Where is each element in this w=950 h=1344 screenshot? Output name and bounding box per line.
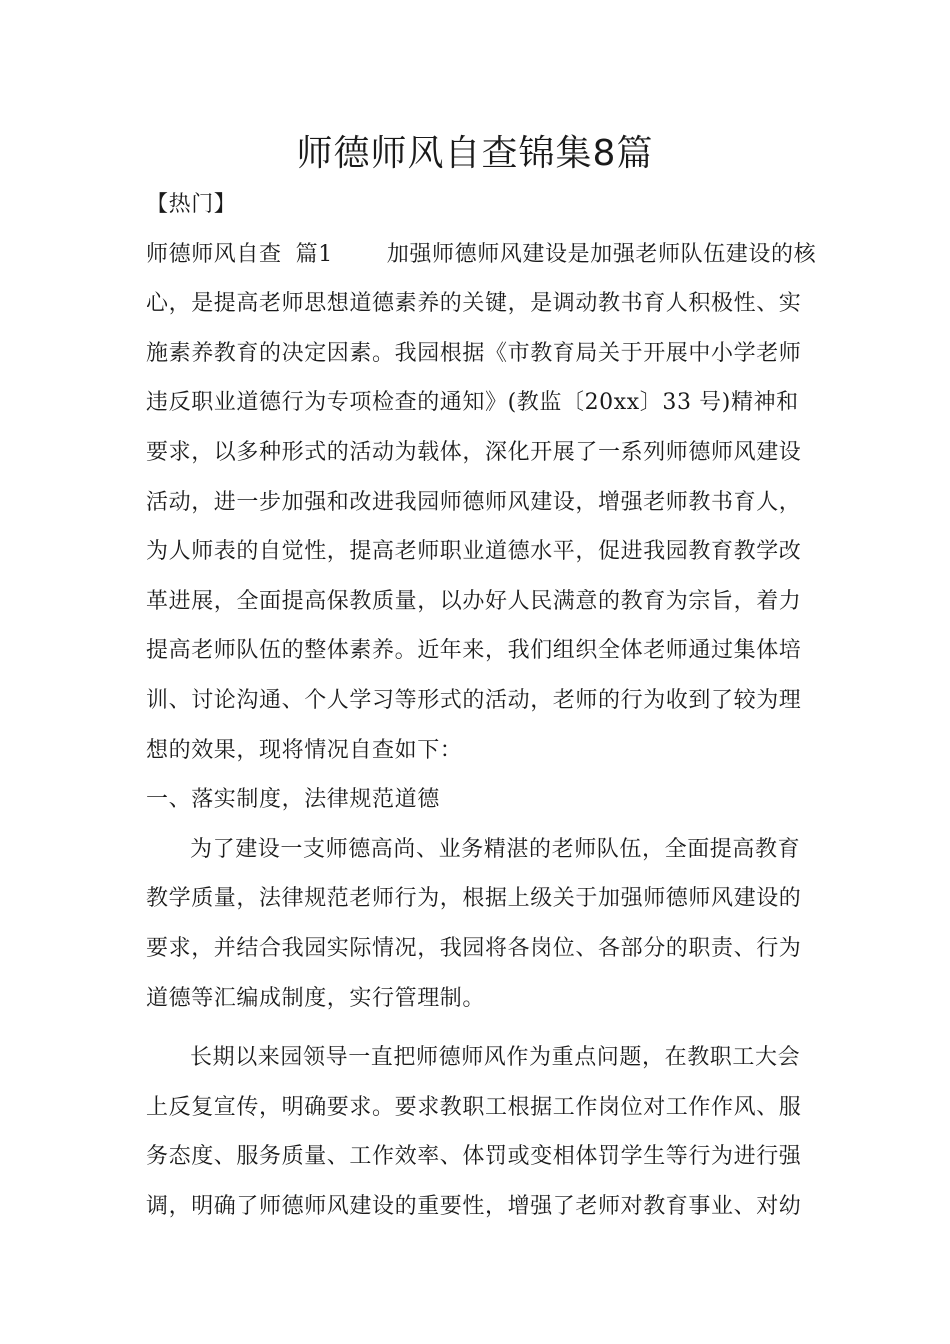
document-title: 师德师风自查锦集8篇 <box>296 133 654 174</box>
article-number: 篇1 <box>295 241 333 267</box>
body-paragraph: 长期以来园领导一直把师德师风作为重点问题，在教职工大会上反复宣传，明确要求。要求教职工根据工作岗位对工作作风、服务态度、服务质量、工作效率、体罚或变相体罚学生等行为进行强调，明确了师德师风建设的重要性，增强了老师对教育事业、对幼 <box>146 1045 802 1219</box>
intro-text: 加强师德师风建设是加强老师队伍建设的核心，是提高老师思想道德素养的关键，是调动教书育人积极性、实施素养教育的决定因素。我园根据《市教育局关于开展中小学老师违反职业道德行为专项检查的通知》(教监〔20xx〕33 号)精神和要求，以多种形式的活动为载体，深化开展了一系列师德师风建设活动，进一步加强和改进我园师德师风建设，增强老师教书育人，为人师表的自觉性，提高老师职业道德水平，促进我园教育教学改革进展，全面提高保教质量，以办好人民满意的教育为宗旨，着力提高老师队伍的整体素养。近年来，我们组织全体老师通过集体培训、讨论沟通、个人学习等形式的活动，老师的行为收到了较为理想的效果，现将情况自查如下： <box>146 241 817 763</box>
intro-paragraph <box>146 230 818 776</box>
document-body <box>146 180 818 1231</box>
body-paragraph: 为了建设一支师德高尚、业务精湛的老师队伍，全面提高教育教学质量，法律规范老师行为，根据上级关于加强师德师风建设的要求，并结合我园实际情况，我园将各岗位、各部分的职责、行为道德等汇编成制度，实行管理制。 <box>146 836 802 1011</box>
article-label: 师德师风自查 <box>146 241 282 267</box>
hot-tag: 【热门】 <box>146 192 237 217</box>
section-heading: 一、落实制度，法律规范道德 <box>146 787 440 813</box>
